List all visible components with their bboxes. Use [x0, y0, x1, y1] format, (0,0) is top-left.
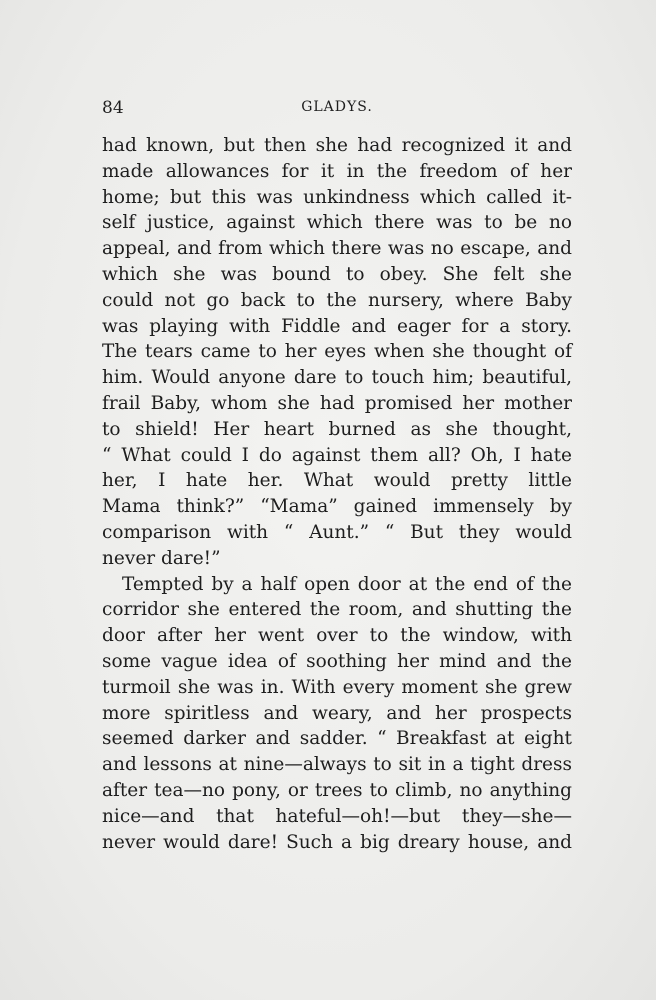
text-line: after tea—no pony, or trees to climb, no anything [102, 779, 572, 801]
text-line: frail Baby, whom she had promised her mother [102, 392, 572, 414]
text-line: appeal, and from which there was no escape, and [102, 238, 572, 260]
page-number: 84 [102, 98, 124, 118]
text-line: more spiritless and weary, and her prospects [102, 702, 572, 724]
text-line: turmoil she was in. With every moment she grew [102, 676, 572, 698]
text-line: Mama think?” “Mama” gained immensely by [102, 496, 572, 518]
running-title: GLADYS. [301, 99, 373, 115]
text-line: Tempted by a half open door at the end of the [122, 573, 572, 595]
text-line: “ What could I do against them all? Oh, I hate [102, 444, 572, 466]
text-line: home; but this was unkindness which called it- [102, 186, 572, 208]
text-line: nice—and that hateful—oh!—but they—she— [102, 805, 572, 827]
page-header [102, 98, 572, 122]
text-line: never dare!” [102, 547, 221, 569]
text-line: had known, but then she had recognized it and [102, 135, 572, 156]
text-line: to shield! Her heart burned as she thought, [102, 418, 572, 440]
text-line: him. Would anyone dare to touch him; beautiful, [102, 367, 572, 389]
text-line: her, I hate her. What would pretty little [102, 470, 572, 492]
body-text [102, 133, 572, 855]
text-line: which she was bound to obey. She felt she [102, 263, 572, 285]
paragraph [102, 572, 572, 856]
text-line: was playing with Fiddle and eager for a story. [102, 315, 572, 337]
text-line: never would dare! Such a big dreary house, and [102, 831, 572, 853]
text-line: could not go back to the nursery, where Baby [102, 289, 572, 311]
text-line: corridor she entered the room, and shutting the [102, 599, 572, 621]
text-line: door after her went over to the window, with [102, 625, 572, 647]
text-line: The tears came to her eyes when she thought of [102, 341, 572, 363]
text-line: and lessons at nine—always to sit in a tight dress [102, 754, 572, 776]
text-line: made allowances for it in the freedom of her [102, 160, 572, 182]
paragraph [102, 133, 572, 572]
text-line: self justice, against which there was to be no [102, 212, 572, 234]
text-line: some vague idea of soothing her mind and the [102, 650, 572, 672]
text-line: seemed darker and sadder. “ Breakfast at eight [102, 728, 572, 750]
text-line: comparison with “ Aunt.” “ But they would [102, 521, 572, 543]
